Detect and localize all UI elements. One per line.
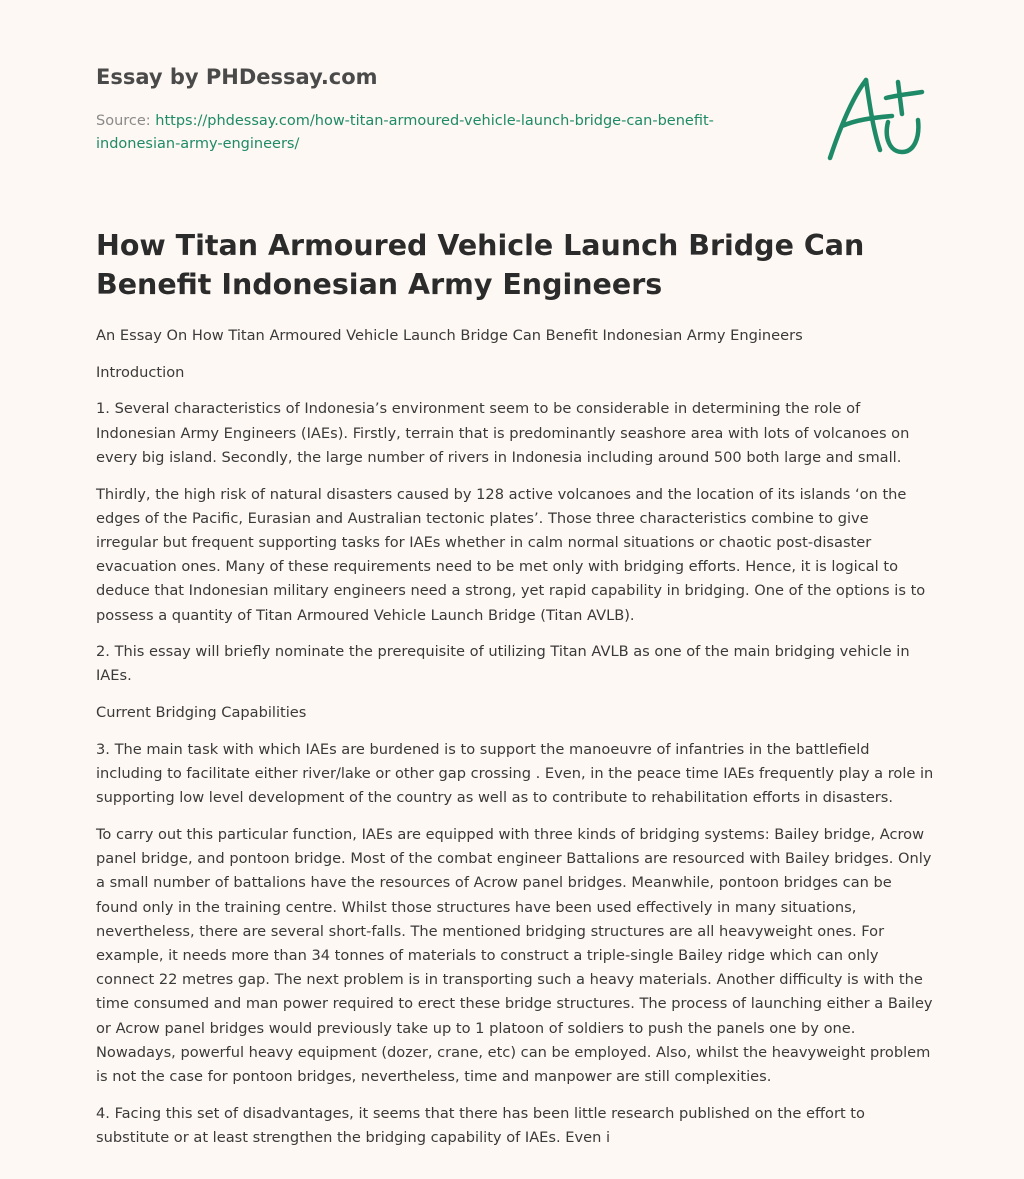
essay-body (96, 324, 934, 1163)
a-plus-logo-icon (822, 68, 932, 168)
paragraph: 3. The main task with which IAEs are burdened is to support the manoeuvre of infantries in the battlefield including to facilitate either river/lake or other gap crossing . Even, in the peace time IAEs frequently play a role in supporting low level development of the country as well as to contribute to rehabilitation efforts in disasters. (96, 740, 934, 807)
source-link[interactable]: https://phdessay.com/how-titan-armoured-vehicle-launch-bridge-can-benefit-indonesian-army-engineers/ (96, 113, 714, 152)
site-brand: Essay by PHDessay.com (96, 65, 378, 89)
section-heading-introduction: Introduction (96, 363, 185, 381)
essay-title: How Titan Armoured Vehicle Launch Bridge Can Benefit Indonesian Army Engineers (96, 229, 865, 301)
source-label: Source: (96, 113, 151, 129)
paragraph: Thirdly, the high risk of natural disasters caused by 128 active volcanoes and the location of its islands ‘on the edges of the Pacific, Eurasian and Australian tectonic plates’. Those three characteristics combine to give irregular but frequent supporting tasks for IAEs whether in calm normal situations or chaotic post-disaster evacuation ones. Many of these requirements need to be met only with bridging efforts. Hence, it is logical to deduce that Indonesian military engineers need a strong, yet rapid capability in bridging. One of the options is to possess a quantity of Titan Armoured Vehicle Launch Bridge (Titan AVLB). (96, 485, 926, 624)
paragraph: 2. This essay will briefly nominate the prerequisite of utilizing Titan AVLB as one of the main bridging vehicle in IAEs. (96, 643, 910, 685)
paragraph: To carry out this particular function, IAEs are equipped with three kinds of bridging systems: Bailey bridge, Acrow panel bridge, and pontoon bridge. Most of the combat engineer Battalions are resourced with Bailey bridges. Only a small number of battalions have the resources of Acrow panel bridges. Meanwhile, pontoon bridges can be found only in the training centre. Whilst those structures have been used effectively in many situations, nevertheless, there are several short-falls. The mentioned bridging structures are all heavyweight ones. For example, it needs more than 34 tonnes of materials to construct a triple-single Bailey ridge which can only connect 22 metres gap. The next problem is in transporting such a heavy materials. Another difficulty is with the time consumed and man power required to erect these bridge structures. The process of launching either a Bailey or Acrow panel bridges would previously take up to 1 platoon of soldiers to push the panels one by one. Nowadays, powerful heavy equipment (dozer, crane, etc) can be employed. Also, whilst the heavyweight problem is not the case for pontoon bridges, nevertheless, time and manpower are still complexities. (96, 825, 933, 1085)
essay-subtitle: An Essay On How Titan Armoured Vehicle Launch Bridge Can Benefit Indonesian Army Engineers (96, 327, 803, 344)
source-line (96, 110, 796, 156)
section-heading-current-bridging: Current Bridging Capabilities (96, 704, 307, 722)
paragraph: 1. Several characteristics of Indonesia’s environment seem to be considerable in determining the role of Indonesian Army Engineers (IAEs). Firstly, terrain that is predominantly seashore area with lots of volcanoes on every big island. Secondly, the large number of rivers in Indonesia including around 500 both large and small. (96, 400, 910, 466)
essay-header (96, 62, 796, 156)
paragraph: 4. Facing this set of disadvantages, it seems that there has been little research published on the effort to substitute or at least strengthen the bridging capability of IAEs. Even i (96, 1104, 865, 1146)
